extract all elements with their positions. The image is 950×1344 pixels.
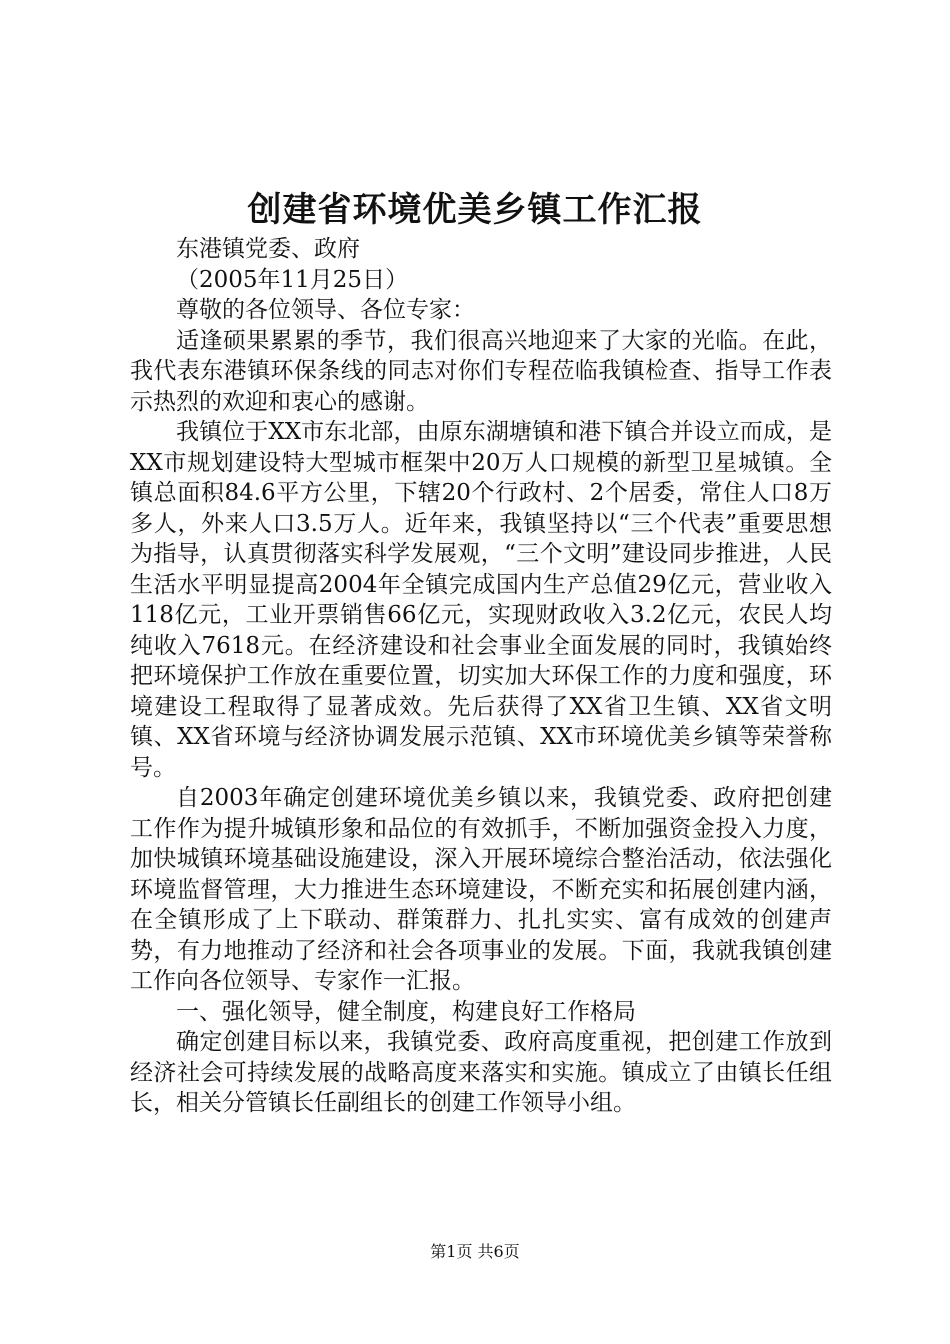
paragraph-overview: 我镇位于XX市东北部，由原东湖塘镇和港下镇合并设立而成，是XX市规划建设特大型城市框架中20万人口规模的新型卫星城镇。全镇总面积84.6平方公里，下辖20个行政村、2个居委，常住人口8万多人，外来人口3.5万人。近年来，我镇坚持以“三个代表”重要思想为指导，认真贯彻落实科学发展观，“三个文明”建设同步推进，人民生活水平明显提高2004年全镇完成国内生产总值29亿元，营业收入118亿元，工业开票销售66亿元，实现财政收入3.2亿元，农民人均纯收入7618元。在经济建设和社会事业全面发展的同时，我镇始终把环境保护工作放在重要位置，切实加大环保工作的力度和强度，环境建设工程取得了显著成效。先后获得了XX省卫生镇、XX省文明镇、XX省环境与经济协调发展示范镇、XX市环境优美乡镇等荣誉称号。: [130, 419, 832, 781]
paragraph-since-2003: 自2003年确定创建环境优美乡镇以来，我镇党委、政府把创建工作作为提升城镇形象和品位的有效抓手，不断加强资金投入力度，加快城镇环境基础设施建设，深入开展环境综合整治活动，依法强化环境监督管理，大力推进生态环境建设，不断充实和拓展创建内涵，在全镇形成了上下联动、群策群力、扎扎实实、富有成效的创建声势，有力地推动了经济和社会各项事业的发展。下面，我就我镇创建工作向各位领导、专家作一汇报。: [130, 785, 832, 994]
salutation: 尊敬的各位领导、各位专家：: [176, 297, 475, 323]
section-heading-1: 一、强化领导，健全制度，构建良好工作格局: [176, 998, 636, 1025]
author-line: 东港镇党委、政府: [176, 236, 360, 262]
date-line: （2005年11月25日）: [176, 266, 409, 293]
page-footer: 第1页 共6页: [430, 1242, 520, 1261]
document-body: [130, 234, 832, 1119]
paragraph-welcome: 适逢硕果累累的季节，我们很高兴地迎来了大家的光临。在此，我代表东港镇环保条线的同志对你们专程莅临我镇检查、指导工作表示热烈的欢迎和衷心的感谢。: [130, 327, 832, 415]
document-title: 创建省环境优美乡镇工作汇报: [247, 190, 703, 230]
paragraph-leadership: 确定创建目标以来，我镇党委、政府高度重视，把创建工作放到经济社会可持续发展的战略高度来落实和实施。镇成立了由镇长任组长，相关分管镇长任副组长的创建工作领导小组。: [130, 1029, 832, 1116]
